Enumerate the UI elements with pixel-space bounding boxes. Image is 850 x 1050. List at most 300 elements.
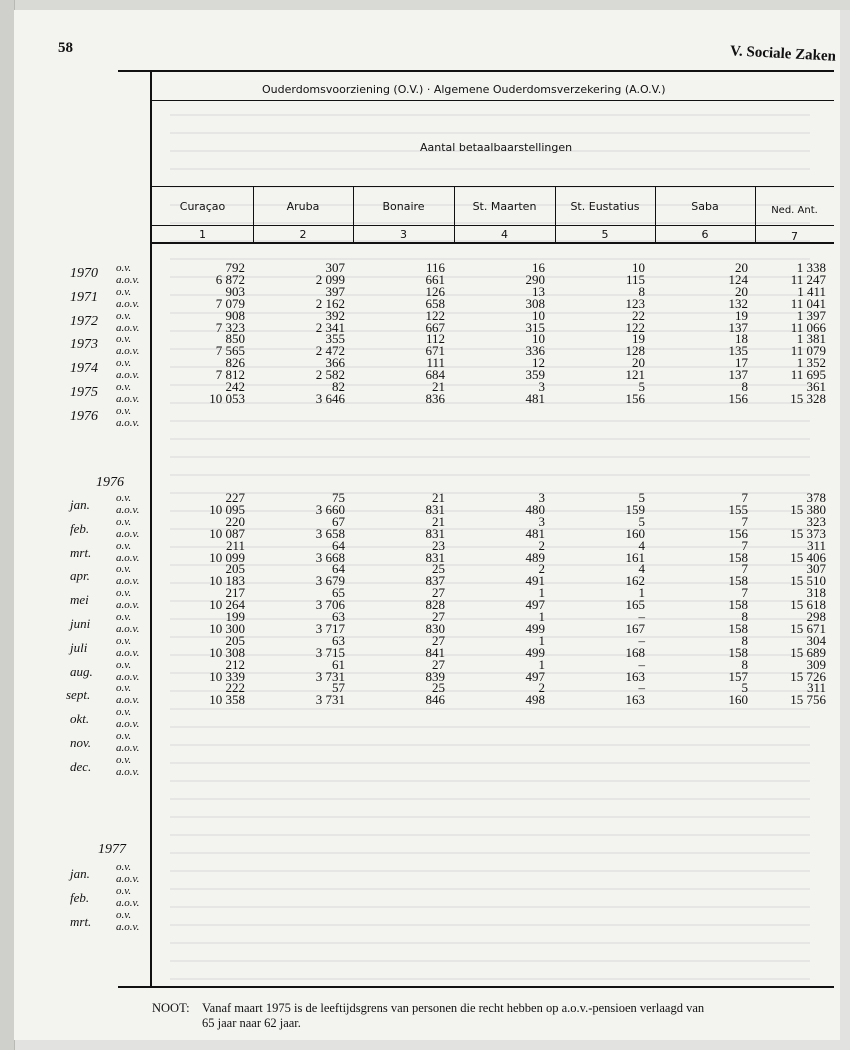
data-cell: 15 380 (790, 501, 826, 517)
data-cell: 112 (425, 331, 445, 347)
data-cell: 392 (325, 307, 345, 323)
data-cell: 162 (625, 573, 645, 589)
data-cell: 19 (735, 307, 748, 323)
month-label: feb. (70, 889, 90, 905)
data-cell: 158 (728, 549, 748, 565)
type-label-aov: a.o.v. (116, 896, 140, 909)
header-rule-under-title (152, 100, 834, 101)
table-main-title: Ouderdomsvoorziening (O.V.) · Algemene Ouderdomsverzekering (A.O.V.) (262, 83, 666, 96)
data-cell: 361 (806, 379, 826, 394)
data-cell: 135 (728, 343, 748, 359)
data-cell: 7 565 (215, 343, 245, 359)
data-cell: 3 658 (315, 525, 345, 541)
section-year-1977: 1977 (98, 842, 126, 857)
type-label-ov: o.v. (116, 753, 132, 766)
section-year-1976: 1976 (96, 475, 124, 490)
data-cell: 3 731 (315, 692, 345, 708)
data-cell: 841 (425, 644, 445, 660)
data-cell: 308 (525, 295, 545, 311)
data-cell: 10 339 (209, 668, 245, 684)
column-header-name: Saba (691, 200, 719, 213)
data-cell: 355 (325, 331, 345, 347)
data-cell: 10 087 (209, 525, 245, 541)
data-cell: 315 (525, 319, 545, 335)
type-label-ov: o.v. (116, 492, 132, 504)
data-cell: 792 (225, 260, 245, 275)
month-label: mei (70, 592, 89, 608)
data-cell: 491 (525, 573, 545, 589)
data-cell: 2 099 (315, 271, 345, 287)
data-cell: 122 (425, 307, 445, 323)
data-cell: 211 (225, 537, 245, 553)
data-cell: 20 (632, 355, 645, 371)
data-cell: 2 341 (315, 319, 345, 335)
column-header-name: St. Eustatius (570, 200, 640, 213)
data-cell: 1 (538, 585, 545, 601)
data-cell: 116 (425, 260, 445, 275)
column-header-number: 6 (701, 228, 709, 241)
type-label-aov: a.o.v. (116, 321, 140, 334)
data-cell: 671 (425, 343, 445, 359)
data-cell: 21 (432, 513, 445, 529)
type-label-ov: o.v. (116, 539, 132, 552)
data-cell: 156 (728, 390, 748, 406)
year-label: 1971 (70, 289, 98, 305)
data-cell: 290 (525, 271, 545, 287)
data-cell: 11 695 (790, 367, 826, 383)
data-cell: 13 (532, 283, 545, 299)
data-cell: 168 (625, 644, 645, 660)
type-label-aov: a.o.v. (116, 551, 140, 564)
header-rule-mid (152, 225, 834, 226)
type-label-aov: a.o.v. (116, 575, 140, 588)
data-cell: 846 (425, 692, 445, 708)
data-cell: 15 618 (790, 597, 826, 613)
data-cell: 10 095 (209, 501, 245, 517)
data-cell: 3 731 (315, 668, 345, 684)
data-cell: 7 (741, 490, 748, 505)
column-header-number: 4 (501, 228, 508, 241)
type-label-aov: a.o.v. (116, 670, 140, 683)
data-cell: 298 (806, 609, 826, 624)
column-header-number: 3 (400, 228, 407, 241)
data-cell: 25 (432, 561, 445, 577)
data-cell: 336 (525, 343, 545, 359)
data-cell: 15 671 (790, 620, 826, 636)
data-cell: 156 (625, 390, 645, 406)
data-cell: 217 (225, 585, 245, 601)
month-label: sept. (66, 687, 91, 703)
data-cell: 167 (625, 620, 645, 636)
data-cell: 160 (728, 692, 748, 708)
data-cell: – (638, 656, 645, 672)
data-cell: 158 (728, 597, 748, 613)
type-label-ov: o.v. (116, 309, 132, 322)
type-label-aov: a.o.v. (116, 872, 140, 885)
data-cell: 7 (741, 513, 748, 529)
type-label-aov: a.o.v. (116, 694, 140, 707)
data-cell: 165 (625, 597, 645, 613)
data-cell: 8 (741, 632, 748, 648)
data-cell: 163 (625, 692, 645, 708)
data-cell: 10 053 (209, 390, 245, 406)
year-label: 1973 (70, 337, 98, 353)
type-label-ov: o.v. (116, 682, 132, 695)
data-cell: 481 (525, 525, 545, 541)
month-label: jan. (70, 866, 90, 881)
data-cell: 2 (538, 680, 545, 696)
data-cell: 10 183 (209, 573, 245, 589)
month-label: juni (70, 616, 91, 631)
month-label: okt. (70, 711, 90, 727)
data-cell: 128 (625, 343, 645, 359)
data-cell: 2 (538, 561, 545, 577)
data-cell: 3 679 (315, 573, 345, 589)
data-cell: 1 (538, 656, 545, 672)
data-cell: 115 (625, 271, 645, 287)
data-cell: – (638, 680, 645, 696)
header-rule-above-columns (152, 186, 834, 187)
data-cell: 3 (538, 490, 545, 505)
table-bottom-rule (118, 986, 834, 988)
data-cell: 16 (532, 260, 545, 275)
data-cell: 158 (728, 620, 748, 636)
data-cell: 15 328 (790, 390, 826, 406)
data-cell: 826 (225, 355, 245, 371)
month-label: apr. (70, 568, 90, 584)
data-cell: 397 (325, 283, 345, 299)
data-cell: 307 (806, 561, 826, 577)
data-cell: 5 (638, 513, 645, 529)
data-cell: 12 (532, 355, 545, 371)
data-cell: 137 (728, 319, 748, 335)
data-cell: 27 (432, 632, 445, 648)
data-cell: 3 706 (315, 597, 345, 613)
header-rule-bottom (152, 242, 834, 244)
data-cell: 111 (426, 355, 445, 371)
data-cell: 1 (538, 632, 545, 648)
data-cell: 837 (425, 573, 445, 589)
data-cell: 10 (532, 331, 545, 347)
chapter-title: V. Sociale Zaken (729, 43, 837, 65)
data-cell: 27 (432, 656, 445, 672)
data-cell: 499 (525, 644, 545, 660)
data-cell: 831 (425, 501, 445, 517)
column-header-number: 2 (299, 228, 307, 241)
data-cell: 22 (632, 307, 645, 323)
data-cell: 1 411 (797, 283, 826, 299)
type-label-ov: o.v. (116, 587, 132, 600)
data-cell: 2 582 (315, 367, 345, 383)
data-cell: 8 (741, 656, 748, 672)
data-cell: 18 (735, 331, 748, 347)
month-label: aug. (70, 663, 93, 679)
data-cell: 2 (538, 537, 545, 553)
column-header-name: Aruba (286, 200, 320, 213)
data-cell: – (638, 609, 645, 624)
type-label-aov: a.o.v. (116, 527, 140, 540)
data-cell: 157 (728, 668, 748, 684)
data-cell: 158 (728, 573, 748, 589)
data-cell: 205 (225, 632, 245, 648)
data-cell: 658 (425, 295, 445, 311)
data-cell: 163 (625, 668, 645, 684)
data-cell: 15 373 (790, 525, 826, 541)
data-cell: 831 (425, 549, 445, 565)
data-cell: 497 (525, 668, 545, 684)
data-cell: 199 (225, 609, 245, 624)
column-header-name: Ned. Ant. (771, 205, 818, 216)
type-label-aov: a.o.v. (116, 503, 140, 516)
type-label-aov: a.o.v. (116, 622, 140, 635)
type-label-aov: a.o.v. (116, 599, 140, 612)
page-number: 58 (58, 40, 73, 56)
data-cell: 7 323 (215, 319, 245, 335)
data-cell: 903 (225, 283, 245, 299)
data-cell: 311 (806, 680, 826, 696)
column-header-name: Bonaire (382, 200, 425, 213)
data-cell: 323 (806, 513, 826, 529)
type-label-ov: o.v. (116, 884, 132, 897)
data-cell: 25 (432, 680, 445, 696)
data-cell: 227 (225, 490, 245, 505)
data-cell: 21 (432, 379, 445, 394)
type-label-aov: a.o.v. (116, 416, 140, 429)
type-label-aov: a.o.v. (116, 297, 140, 310)
data-cell: – (638, 632, 645, 648)
data-cell: 15 726 (790, 668, 826, 684)
type-label-ov: o.v. (116, 381, 132, 393)
type-label-ov: o.v. (116, 634, 132, 647)
data-cell: 850 (225, 331, 245, 347)
data-cell: 831 (425, 525, 445, 541)
data-cell: 21 (432, 490, 445, 505)
type-label-aov: a.o.v. (116, 765, 140, 778)
data-cell: 15 689 (790, 644, 826, 660)
data-cell: 158 (728, 644, 748, 660)
data-cell: 11 247 (790, 271, 826, 287)
data-cell: 307 (325, 260, 345, 275)
column-header-name: Curaçao (179, 200, 226, 213)
type-label-ov: o.v. (116, 285, 132, 298)
data-cell: 137 (728, 367, 748, 383)
data-cell: 4 (638, 537, 645, 553)
data-cell: 5 (638, 490, 645, 505)
data-cell: 3 646 (315, 390, 345, 406)
data-cell: 27 (432, 609, 445, 624)
footnote-line-1: Vanaf maart 1975 is de leeftijdsgrens van personen die recht hebben op a.o.v.-pensioen verlaagd van (202, 1001, 705, 1015)
data-cell: 684 (425, 367, 445, 383)
data-cell: 5 (741, 680, 748, 696)
data-cell: 828 (425, 597, 445, 613)
data-cell: 15 510 (790, 573, 826, 589)
data-cell: 6 872 (215, 271, 245, 287)
data-cell: 661 (425, 271, 445, 287)
data-cell: 3 (538, 513, 545, 529)
scan-left-edge (0, 0, 15, 1050)
data-cell: 3 (538, 379, 545, 394)
data-cell: 10 (632, 260, 645, 275)
data-cell: 57 (332, 680, 345, 696)
data-cell: 480 (525, 501, 545, 517)
data-cell: 3 715 (315, 644, 345, 660)
year-label: 1970 (70, 266, 98, 281)
type-label-ov: o.v. (116, 908, 132, 921)
data-cell: 359 (525, 367, 545, 383)
data-cell: 27 (432, 585, 445, 601)
data-cell: 126 (425, 283, 445, 299)
type-label-ov: o.v. (116, 611, 132, 623)
type-label-aov: a.o.v. (116, 718, 140, 731)
type-label-ov: o.v. (116, 515, 132, 528)
data-cell: 311 (806, 537, 826, 553)
data-cell: 10 358 (209, 692, 245, 708)
data-cell: 61 (332, 656, 345, 672)
footnote-line-2: 65 jaar naar 62 jaar. (202, 1016, 301, 1030)
data-cell: 205 (225, 561, 245, 577)
data-cell: 7 079 (215, 295, 245, 311)
year-label: 1976 (70, 408, 98, 424)
month-label: dec. (70, 758, 92, 774)
data-cell: 121 (625, 367, 645, 383)
month-label: mrt. (70, 544, 92, 560)
type-label-ov: o.v. (116, 658, 132, 671)
month-label: juli (70, 639, 88, 655)
data-cell: 481 (525, 390, 545, 406)
data-cell: 7 812 (215, 367, 245, 383)
data-cell: 497 (525, 597, 545, 613)
data-cell: 3 668 (315, 549, 345, 565)
data-cell: 4 (638, 561, 645, 577)
type-label-ov: o.v. (116, 404, 132, 417)
type-label-aov: a.o.v. (116, 392, 140, 405)
data-cell: 67 (332, 513, 345, 529)
data-cell: 220 (225, 513, 245, 529)
type-label-ov: o.v. (116, 706, 132, 719)
data-cell: 8 (638, 283, 645, 299)
type-label-aov: a.o.v. (116, 369, 140, 382)
data-cell: 1 397 (796, 307, 826, 323)
data-cell: 20 (735, 260, 748, 275)
data-cell: 3 660 (315, 501, 345, 517)
data-cell: 8 (741, 609, 748, 624)
data-cell: 123 (625, 295, 645, 311)
data-cell: 1 (538, 609, 545, 624)
month-label: feb. (70, 520, 90, 536)
type-label-aov: a.o.v. (116, 741, 140, 754)
data-cell: 908 (225, 307, 245, 323)
data-cell: 63 (332, 632, 345, 648)
type-label-ov: o.v. (116, 262, 132, 274)
data-cell: 82 (332, 379, 345, 394)
data-cell: 5 (638, 379, 645, 394)
month-label: jan. (70, 497, 90, 512)
data-cell: 10 308 (209, 644, 245, 660)
footnote-label: NOOT: (152, 1001, 190, 1015)
data-cell: 222 (225, 680, 245, 696)
month-label: mrt. (70, 913, 92, 929)
data-cell: 7 (741, 537, 748, 553)
column-header-number: 1 (199, 228, 206, 241)
data-cell: 11 066 (790, 319, 826, 335)
data-cell: 304 (806, 632, 826, 648)
data-cell: 20 (735, 283, 748, 299)
data-cell: 23 (432, 537, 445, 553)
data-cell: 17 (735, 355, 748, 371)
data-cell: 1 (638, 585, 645, 601)
type-label-ov: o.v. (116, 861, 132, 873)
data-cell: 836 (425, 390, 445, 406)
data-cell: 10 (532, 307, 545, 323)
type-label-aov: a.o.v. (116, 273, 140, 286)
data-cell: 10 099 (209, 549, 245, 565)
data-cell: 64 (332, 561, 345, 577)
data-cell: 2 472 (315, 343, 345, 359)
year-label: 1972 (70, 313, 98, 329)
data-cell: 1 338 (796, 260, 826, 275)
data-cell: 160 (625, 525, 645, 541)
column-header-number: 7 (791, 230, 798, 243)
type-label-aov: a.o.v. (116, 920, 140, 933)
data-cell: 8 (741, 379, 748, 394)
type-label-aov: a.o.v. (116, 345, 140, 358)
data-cell: 11 079 (790, 343, 826, 359)
data-cell: 63 (332, 609, 345, 624)
data-cell: 839 (425, 668, 445, 684)
year-label: 1975 (70, 385, 98, 400)
data-cell: 132 (728, 295, 748, 311)
data-cell: 7 (741, 561, 748, 577)
type-label-ov: o.v. (116, 357, 132, 370)
data-cell: 159 (625, 501, 645, 517)
scan-top-edge (0, 0, 850, 10)
data-cell: 318 (806, 585, 826, 601)
data-cell: 7 (741, 585, 748, 601)
column-header-number: 5 (601, 228, 609, 241)
data-cell: 366 (325, 355, 345, 371)
data-cell: 3 717 (315, 620, 345, 636)
data-cell: 499 (525, 620, 545, 636)
data-cell: 155 (728, 501, 748, 517)
data-cell: 489 (525, 549, 545, 565)
table-top-rule (118, 70, 834, 72)
data-cell: 212 (225, 656, 245, 672)
table-subtitle: Aantal betaalbaarstellingen (420, 141, 573, 154)
year-label: 1974 (70, 361, 98, 377)
type-label-ov: o.v. (116, 563, 132, 576)
data-cell: 667 (425, 319, 445, 335)
data-cell: 498 (525, 692, 545, 708)
data-cell: 124 (728, 271, 748, 287)
data-cell: 161 (625, 549, 645, 565)
data-cell: 1 352 (796, 355, 826, 371)
data-cell: 75 (332, 490, 345, 505)
data-cell: 2 162 (315, 295, 345, 311)
data-cell: 830 (425, 620, 445, 636)
type-label-ov: o.v. (116, 730, 132, 742)
data-cell: 15 406 (790, 549, 826, 565)
data-cell: 64 (332, 537, 345, 553)
data-cell: 11 041 (790, 295, 826, 311)
data-cell: 378 (806, 490, 826, 505)
data-cell: 10 264 (209, 597, 245, 613)
data-cell: 242 (225, 379, 245, 394)
data-cell: 156 (728, 525, 748, 541)
data-cell: 122 (625, 319, 645, 335)
type-label-ov: o.v. (116, 333, 132, 346)
data-cell: 65 (332, 585, 345, 601)
type-label-aov: a.o.v. (116, 646, 140, 659)
